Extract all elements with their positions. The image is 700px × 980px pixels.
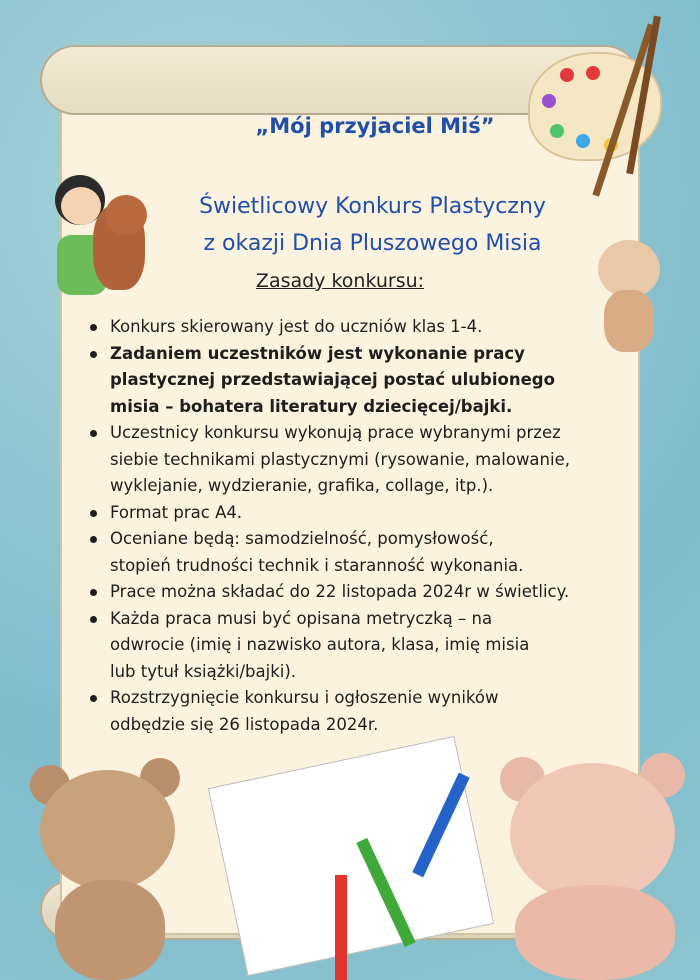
rule-item <box>88 685 618 738</box>
poster-subtitle <box>150 188 595 262</box>
rule-line: Konkurs skierowany jest do uczniów klas 1-4. <box>110 317 483 336</box>
rules-list <box>88 314 618 738</box>
rule-line: plastycznej przedstawiającej postać ulubionego <box>110 370 555 389</box>
rule-item <box>88 606 618 686</box>
rule-item <box>88 314 618 341</box>
rule-line: Prace można składać do 22 listopada 2024r w świetlicy. <box>110 582 570 601</box>
rule-line: odwrocie (imię i nazwisko autora, klasa, imię misia <box>110 635 530 654</box>
rule-line: Oceniane będą: samodzielność, pomysłowość, <box>110 529 494 548</box>
poster-title: „Mój przyjaciel Miś” <box>255 114 495 138</box>
subtitle-line: z okazji Dnia Pluszowego Misia <box>203 231 542 256</box>
subtitle-line: Świetlicowy Konkurs Plastyczny <box>199 194 546 219</box>
rule-line: misia – bohatera literatury dziecięcej/bajki. <box>110 396 513 416</box>
rule-line: Format prac A4. <box>110 502 243 522</box>
rule-line: Zadaniem uczestników jest wykonanie pracy <box>110 343 525 363</box>
rule-item <box>88 579 618 606</box>
rule-item <box>88 526 618 579</box>
teddy-bear-right-illustration <box>490 745 700 980</box>
rule-line: wyklejanie, wydzieranie, grafika, collage, itp.). <box>110 476 494 495</box>
girl-with-teddy-illustration <box>55 175 155 300</box>
rule-line: Uczestnicy konkursu wykonują prace wybranymi przez <box>110 423 561 442</box>
rule-item <box>88 341 618 421</box>
red-pencil-icon <box>335 875 347 980</box>
rule-line: lub tytuł książki/bajki). <box>110 661 297 681</box>
rules-heading: Zasady konkursu: <box>255 270 425 292</box>
rule-line: Rozstrzygnięcie konkursu i ogłoszenie wyników <box>110 688 499 707</box>
teddy-bear-left-illustration <box>15 740 215 980</box>
rule-line: Każda praca musi być opisana metryczką – na <box>110 608 493 628</box>
rule-line: siebie technikami plastycznymi (rysowanie, malowanie, <box>110 449 570 469</box>
rule-item <box>88 420 618 500</box>
rule-line: odbędzie się 26 listopada 2024r. <box>110 714 379 734</box>
rule-item <box>88 500 618 527</box>
rule-line: stopień trudności technik i staranność wykonania. <box>110 555 524 575</box>
